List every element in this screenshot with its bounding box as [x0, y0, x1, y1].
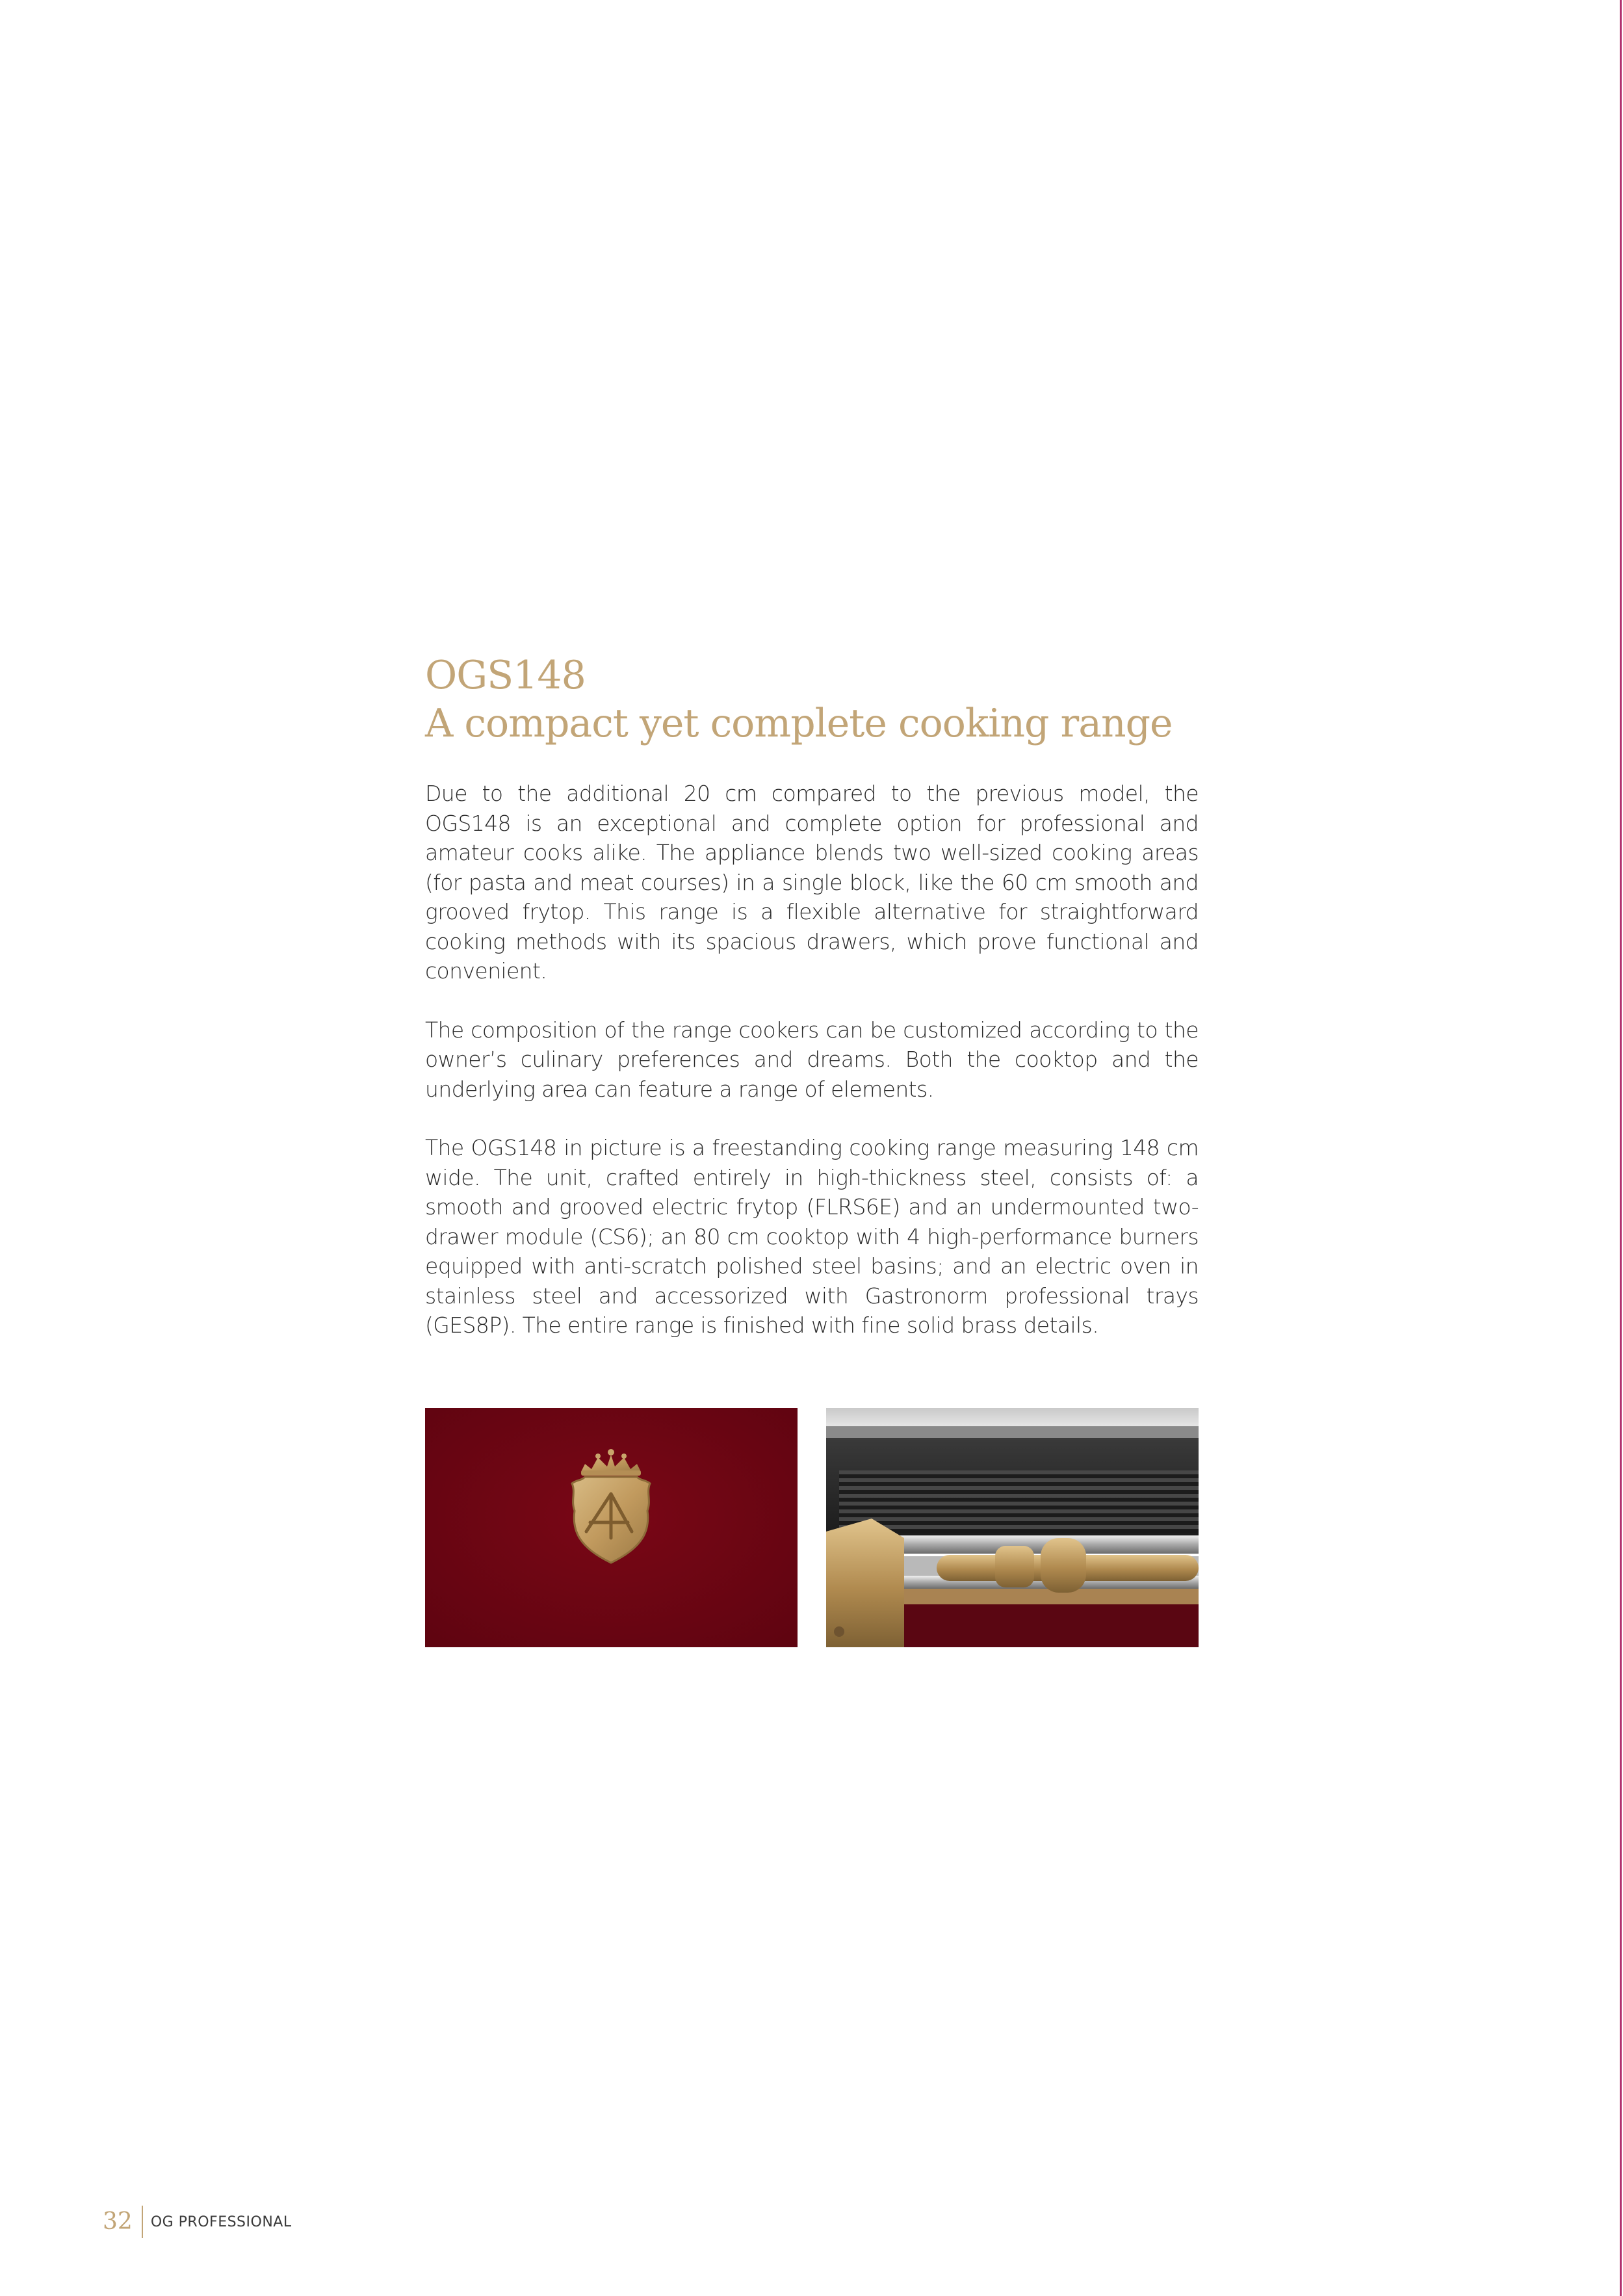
frytop-grill-photo	[826, 1408, 1199, 1647]
page-footer	[103, 2206, 292, 2238]
crest-emblem-photo	[425, 1408, 798, 1647]
frytop-grill-image	[826, 1408, 1199, 1647]
footer-divider	[142, 2206, 143, 2238]
article-body	[425, 779, 1199, 1340]
article	[425, 651, 1199, 1370]
brass-bracket-icon	[826, 1519, 904, 1647]
page-edge-line	[1620, 0, 1622, 2296]
article-title	[425, 651, 1199, 748]
paragraph-composition: The composition of the range cookers can be customized according to the owner’s culinary preferences and dreams. Both the cooktop and the underlying area can feature a range of elements.	[425, 1017, 1199, 1102]
crest-emblem-image	[425, 1408, 798, 1647]
paragraph-specs: The OGS148 in picture is a freestanding cooking range measuring 148 cm wide. The unit, crafted entirely in high-thickness steel, consists of: a smooth and grooved electric frytop (FLRS6E) and an undermounted two-drawer module (CS6); an 80 cm cooktop with 4 high-performance burners equipped with anti-scratch polished steel basins; and an electric oven in stainless steel and accessorized with Gastronorm professional trays (GES8P). The entire range is finished with fine solid brass details.	[425, 1135, 1199, 1338]
model-name: OGS148	[425, 653, 586, 698]
model-tagline: A compact yet complete cooking range	[425, 701, 1173, 746]
footer-section-label: OG PROFESSIONAL	[150, 2213, 292, 2230]
page-number: 32	[103, 2208, 133, 2235]
paragraph-intro: Due to the additional 20 cm compared to the previous model, the OGS148 is an exceptional and complete option for professional and amateur cooks alike. The appliance blends two well-sized cooking areas (for pasta and meat courses) in a single block, like the 60 cm smooth and grooved frytop. This range is a flexible alternative for straightforward cooking methods with its spacious drawers, which prove functional and convenient.	[425, 781, 1199, 984]
